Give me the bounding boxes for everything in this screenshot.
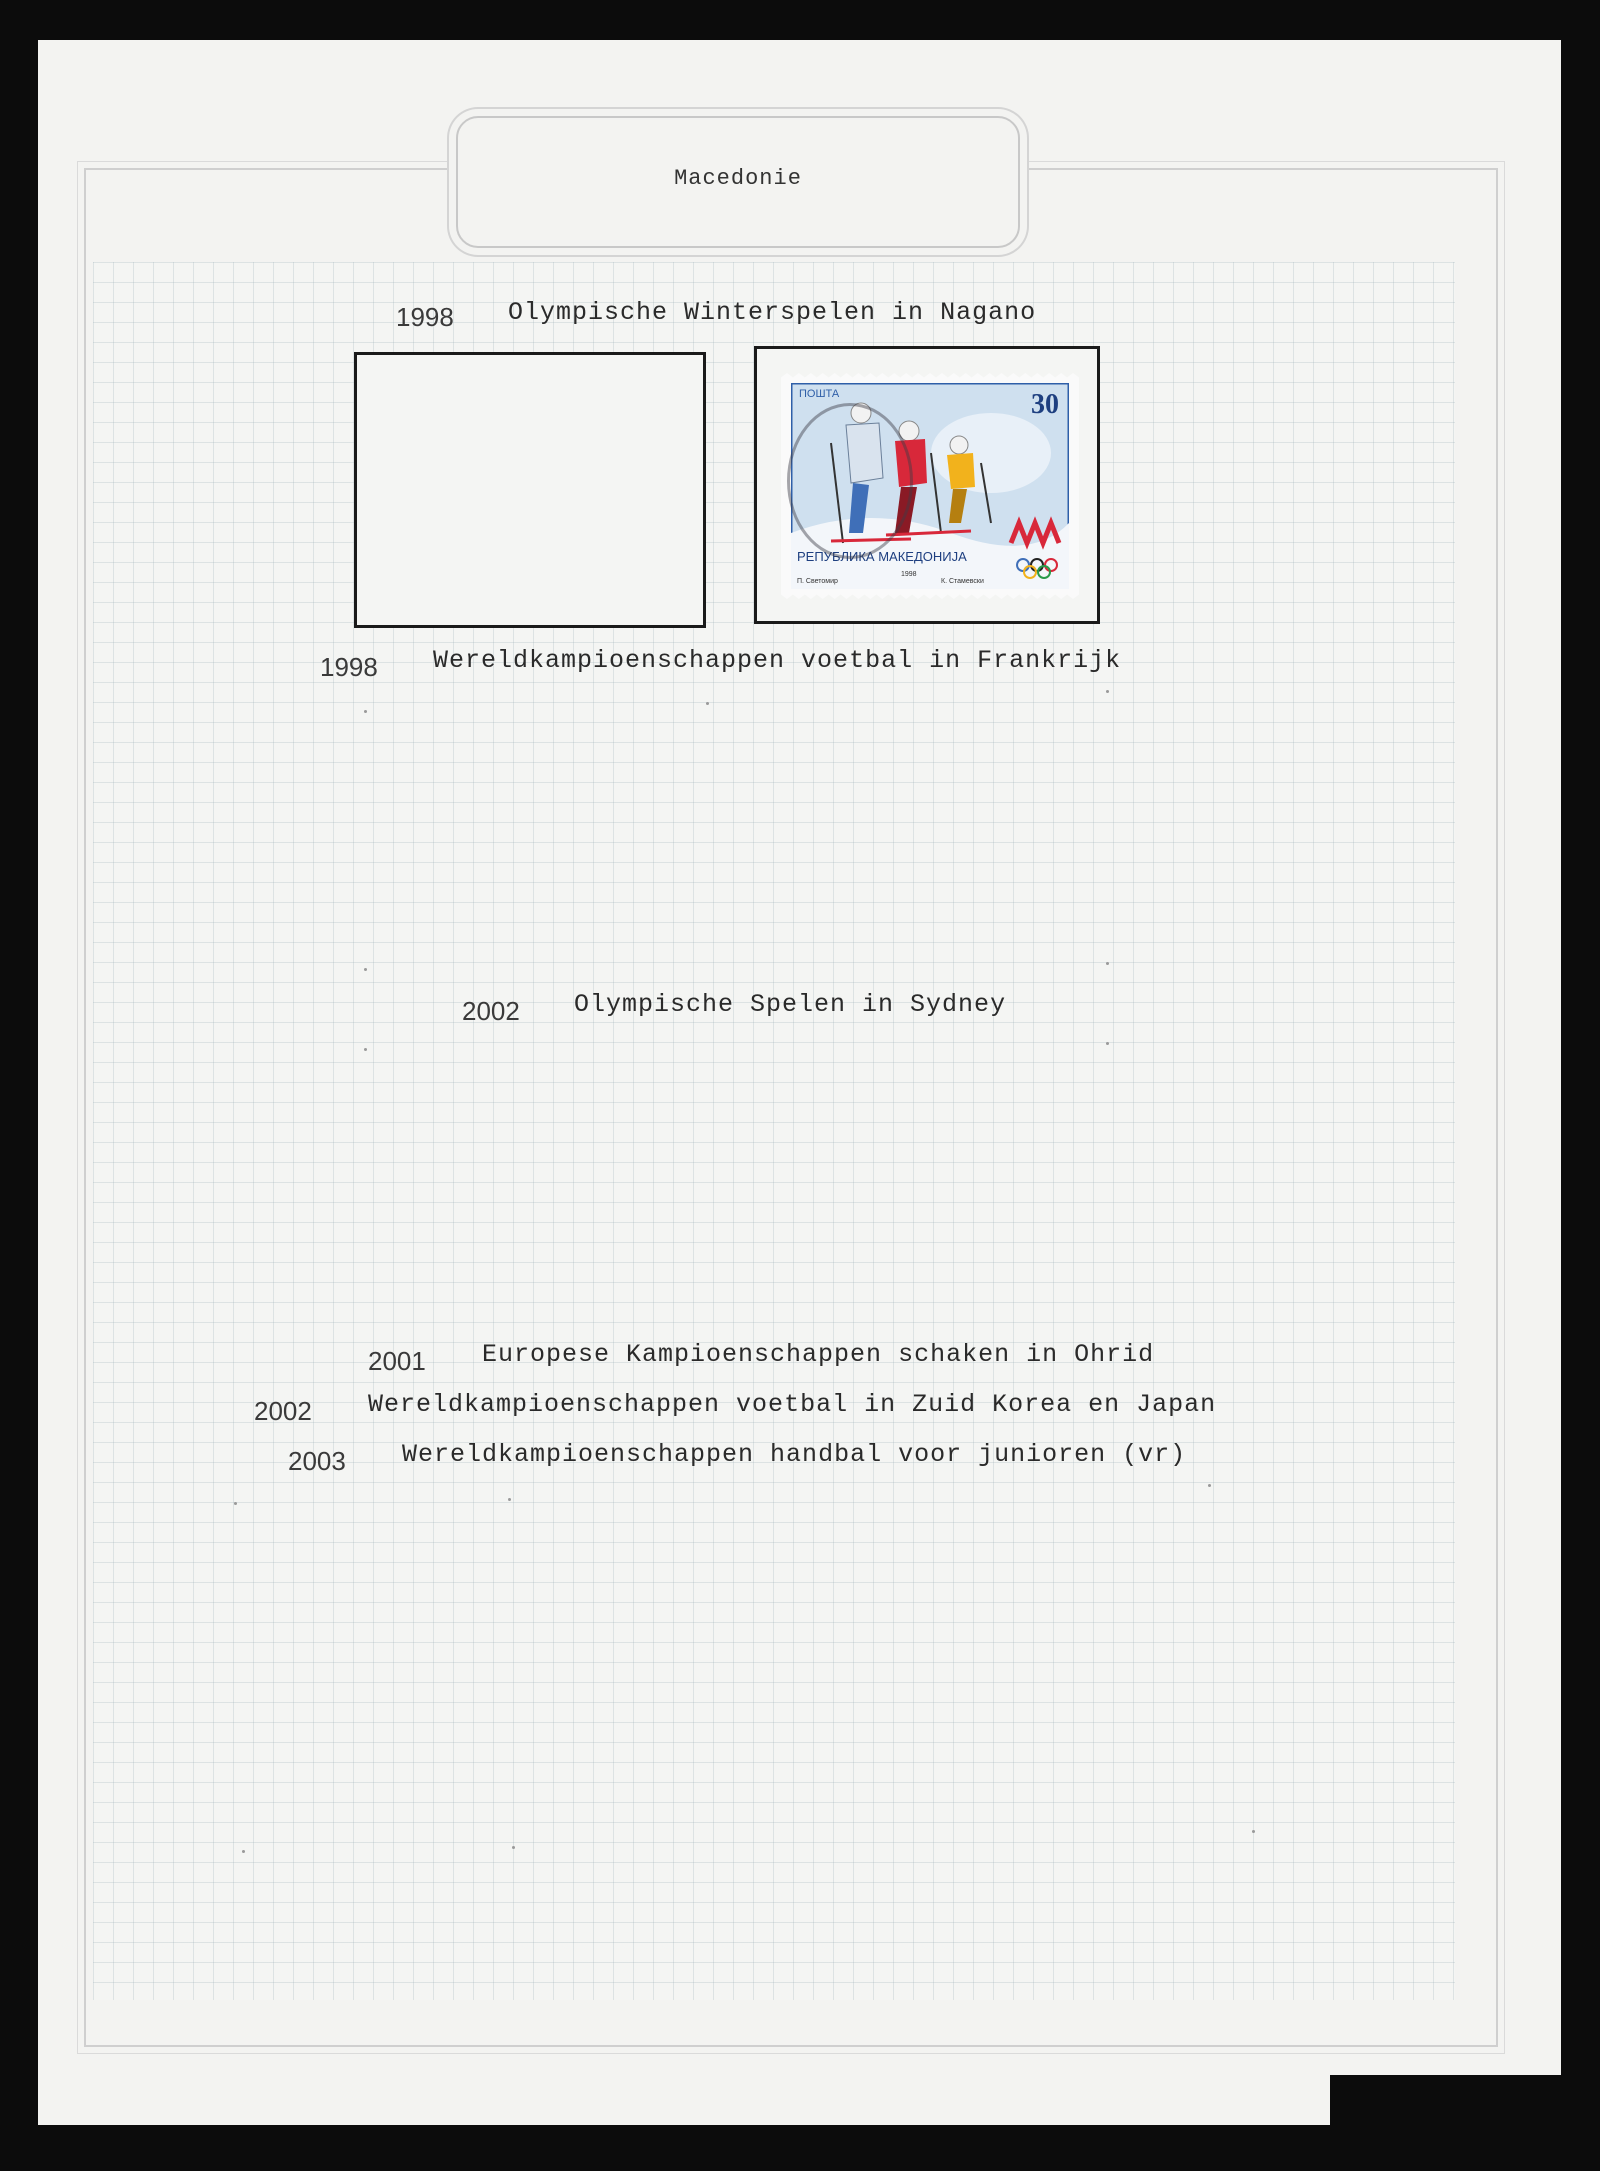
empty-stamp-slot [354,352,706,628]
pencil-mark [364,710,367,713]
page-edge-shadow [1330,2075,1600,2145]
entry-year: 2003 [288,1446,346,1476]
pencil-mark [234,1502,237,1505]
stamp-year: 1998 [901,571,917,578]
entry-year: 1998 [320,652,378,682]
stamp-slot [754,346,1100,624]
entry-year: 1998 [396,302,454,332]
header-box [456,116,1020,248]
entry-year: 2001 [368,1346,426,1376]
album-page [38,40,1561,2125]
stamp-designer-right: К. Стамевски [941,578,984,585]
entry-title: Wereldkampioenschappen voetbal in Frankrijk [433,646,1122,675]
pencil-mark [364,1048,367,1051]
stamp-country: РЕПУБЛИКА МАКЕДОНИЈА [797,549,967,564]
pencil-mark [364,968,367,971]
postmark [787,403,913,559]
pencil-mark [1106,962,1109,965]
entry-title: Olympische Winterspelen in Nagano [508,298,1037,327]
stamp [781,373,1079,599]
stamp-value: 30 [1031,389,1059,420]
entry-title: Wereldkampioenschappen handbal voor junioren (vr) [402,1440,1187,1469]
pencil-mark [1106,690,1109,693]
entry-year: 2002 [462,996,520,1026]
pencil-mark [706,702,709,705]
pencil-mark [1106,1042,1109,1045]
pencil-mark [242,1850,245,1853]
pencil-mark [1252,1830,1255,1833]
entry-year: 2002 [254,1396,312,1426]
stamp-post-label: ПОШТА [799,388,840,400]
pencil-mark [508,1498,511,1501]
entry-title: Olympische Spelen in Sydney [574,990,1007,1019]
page-title: Macedonie [674,166,802,191]
pencil-mark [512,1846,515,1849]
pencil-mark [1208,1484,1211,1487]
entry-title: Wereldkampioenschappen voetbal in Zuid Korea en Japan [368,1390,1217,1419]
stamp-designer-left: П. Светомир [797,578,838,585]
entry-title: Europese Kampioenschappen schaken in Ohrid [482,1340,1155,1369]
